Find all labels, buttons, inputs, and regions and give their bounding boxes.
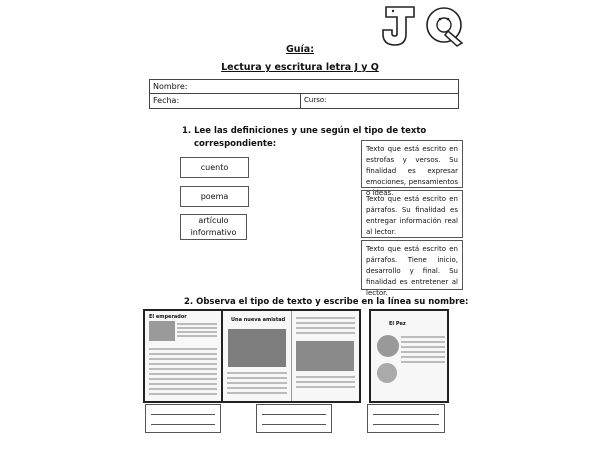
question-1-number: 1. — [182, 126, 192, 136]
type-box-poema[interactable]: poema — [180, 186, 249, 207]
text-thumbnail-a — [143, 309, 223, 403]
question-2-text: Observa el tipo de texto y escribe en la línea su nombre: — [196, 297, 469, 307]
definition-box-2[interactable]: Texto que está escrito en párrafos. Su finalidad es entregar información real al lector. — [361, 190, 463, 238]
thumbnail-a-image — [149, 321, 175, 341]
definition-box-3[interactable]: Texto que está escrito en párrafos. Tiene inicio, desarrollo y final. Su finalidad es entretener al lector. — [361, 240, 463, 290]
answer-box-c[interactable] — [367, 404, 445, 433]
form-divider — [300, 94, 301, 108]
definition-box-1[interactable]: Texto que está escrito en estrofas y versos. Su finalidad es expresar emociones, pensamientos o ideas. — [361, 140, 463, 188]
student-info-form — [149, 79, 459, 109]
type-box-articulo[interactable]: artículo informativo — [180, 214, 247, 240]
text-thumbnail-c — [369, 309, 449, 403]
name-row[interactable] — [150, 80, 458, 94]
name-label: Nombre: — [153, 82, 188, 91]
thumbnail-b-image-2 — [296, 341, 354, 371]
question-1-text-line2: correspondiente: — [194, 139, 277, 149]
answer-box-a[interactable] — [145, 404, 221, 433]
thumbnail-b-heading: Una nueva amistad — [231, 317, 286, 323]
thumbnail-a-heading: El emperador — [149, 314, 187, 320]
letter-q-logo — [427, 8, 462, 46]
type-box-cuento[interactable]: cuento — [180, 157, 249, 178]
date-label: Fecha: — [153, 96, 180, 105]
thumbnail-b-image — [228, 329, 286, 367]
text-thumbnail-b — [221, 309, 361, 403]
question-1-text-line1: Lee las definiciones y une según el tipo de texto — [194, 126, 427, 136]
thumbnail-c-image — [377, 335, 399, 357]
page-subtitle: Lectura y escritura letra J y Q — [221, 62, 379, 73]
thumbnail-c-heading: El Pez — [389, 321, 406, 327]
answer-box-b[interactable] — [256, 404, 332, 433]
page-title: Guía: — [285, 44, 315, 55]
letter-j-logo — [383, 7, 414, 45]
course-label: Curso: — [304, 96, 327, 104]
question-2-number: 2. — [184, 297, 194, 307]
jq-logo — [378, 4, 468, 48]
question-2 — [184, 296, 468, 309]
thumbnail-c-image-2 — [377, 363, 397, 383]
